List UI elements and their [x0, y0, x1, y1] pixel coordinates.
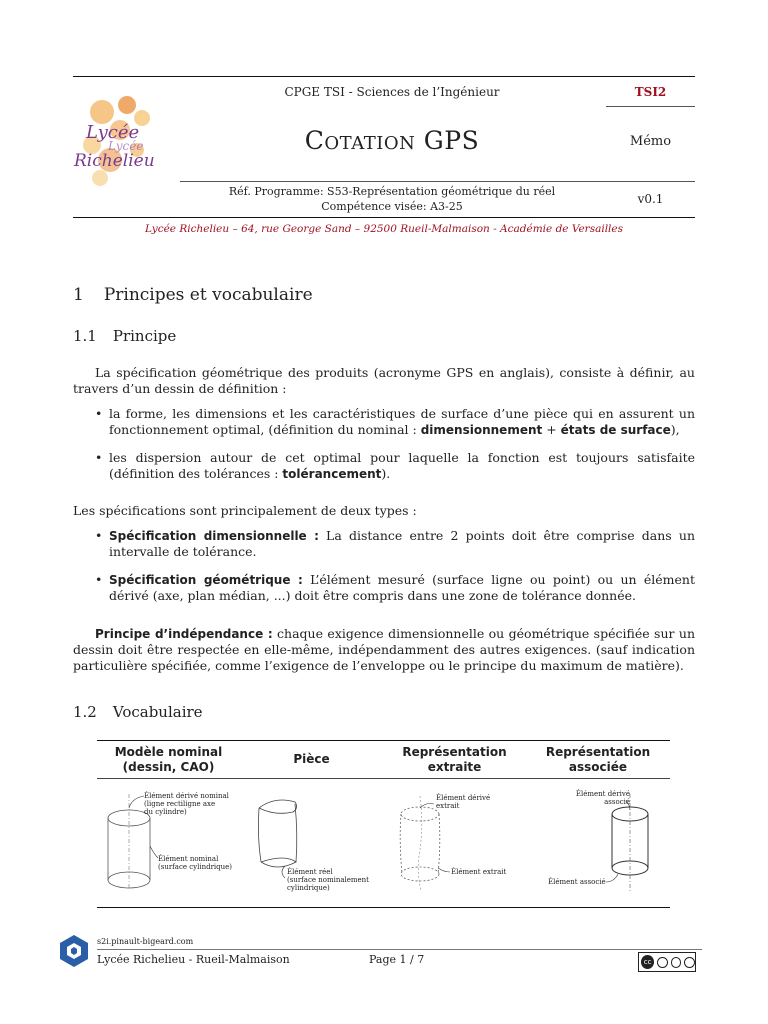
- header-bottom-rule: [73, 217, 695, 218]
- subsection-title: Principe: [112, 327, 177, 345]
- caption: Élément réel (surface nominalement cylindrique): [287, 868, 369, 892]
- bullet-item: • la forme, les dimensions et les caractéristiques de surface d’une pièce qui en assurent un fonctionnement optimal, (définition du nominal : dimensionnement + états de surface),: [95, 406, 695, 437]
- section-title: Principes et vocabulaire: [103, 285, 313, 305]
- subsection-1-1-heading: [73, 327, 176, 345]
- table-header-rule: [97, 778, 670, 779]
- section-1-heading: [73, 285, 313, 305]
- competence: Compétence visée: A3-25: [321, 200, 463, 213]
- school-logo: [72, 90, 172, 190]
- school-address: Lycée Richelieu – 64, rue George Sand – 92500 Rueil-Malmaison - Académie de Versailles: [144, 223, 624, 235]
- col-header-nominal: Modèle nominal (dessin, CAO): [114, 745, 223, 774]
- figure-nominal: [102, 786, 240, 896]
- principle-intro: La spécification géométrique des produits (acronyme GPS en anglais), consiste à définir, au travers d’un dessin de définition :: [73, 365, 695, 396]
- class-rule: [606, 106, 695, 107]
- caption: Élément associé: [548, 878, 606, 886]
- types-intro: Les spécifications sont principalement de deux types :: [73, 503, 417, 518]
- caption: Élément extrait: [451, 868, 507, 876]
- figure-piece: [255, 786, 380, 906]
- caption: Élément dérivé associé: [575, 790, 630, 806]
- page-number: Page 1 / 7: [369, 953, 425, 966]
- subsection-1-2-heading: [73, 703, 203, 721]
- page-title: Cotation GPS: [304, 126, 480, 155]
- figure-extracted: [398, 786, 518, 896]
- site-logo-icon: [58, 934, 90, 968]
- table-top-rule: [97, 740, 670, 741]
- logo-text-2: Richelieu: [74, 151, 155, 171]
- version: v0.1: [637, 192, 664, 206]
- table-bottom-rule: [97, 907, 670, 908]
- cc-license-badge[interactable]: [638, 952, 696, 972]
- subsection-number: 1.2: [73, 703, 97, 721]
- independence-principle: Principe d’indépendance : chaque exigence dimensionnelle ou géométrique spécifiée sur un dessin doit être respectée en elle-même, indépendamment des autres exigences. (sauf indication particulière spécifiée, comme l’exigence de l’enveloppe ou le principe du maximum de matière).: [73, 626, 695, 673]
- svg-text:Lycée: Lycée: [108, 139, 144, 153]
- by-icon: [657, 957, 668, 968]
- type-item: • Spécification dimensionnelle : La distance entre 2 points doit être comprise dans un intervalle de tolérance.: [95, 528, 695, 559]
- caption: Élément nominal (surface cylindrique): [158, 855, 233, 871]
- figure-associated: [546, 786, 666, 896]
- class-label: TSI2: [634, 85, 667, 99]
- section-number: 1: [73, 285, 84, 305]
- course-label: CPGE TSI - Sciences de l’Ingénieur: [284, 85, 500, 99]
- programme-ref: Réf. Programme: S53-Représentation géométrique du réel: [228, 185, 556, 198]
- caption: Élément dérivé extrait: [436, 794, 491, 810]
- subsection-number: 1.1: [73, 327, 97, 345]
- subsection-title: Vocabulaire: [112, 703, 203, 721]
- nc-icon: [671, 957, 682, 968]
- type-item: • Spécification géométrique : L’élément mesuré (surface ligne ou point) ou un élément dérivé (axe, plan médian, ...) doit être compris dans une zone de tolérance donnée.: [95, 572, 695, 603]
- col-header-associated: Représentation associée: [545, 745, 651, 774]
- doc-type: Mémo: [629, 134, 672, 149]
- site-link[interactable]: s2i.pinault-bigeard.com: [97, 937, 194, 946]
- footer-rule: [97, 949, 702, 950]
- sa-icon: [684, 957, 695, 968]
- logo-text-1: Lycée: [86, 122, 140, 143]
- col-header-piece: Pièce: [293, 752, 330, 766]
- header-top-rule: [73, 76, 695, 77]
- caption: Élément dérivé nominal (ligne rectiligne axe du cylindre): [144, 792, 229, 816]
- cc-icon: cc: [641, 955, 654, 969]
- footer-school: Lycée Richelieu - Rueil-Malmaison: [97, 953, 290, 966]
- col-header-extracted: Représentation extraite: [402, 745, 507, 774]
- bullet-item: • les dispersion autour de cet optimal pour laquelle la fonction est toujours satisfaite (définition des tolérances : tolérancement).: [95, 450, 695, 481]
- header-mid-rule: [180, 181, 695, 182]
